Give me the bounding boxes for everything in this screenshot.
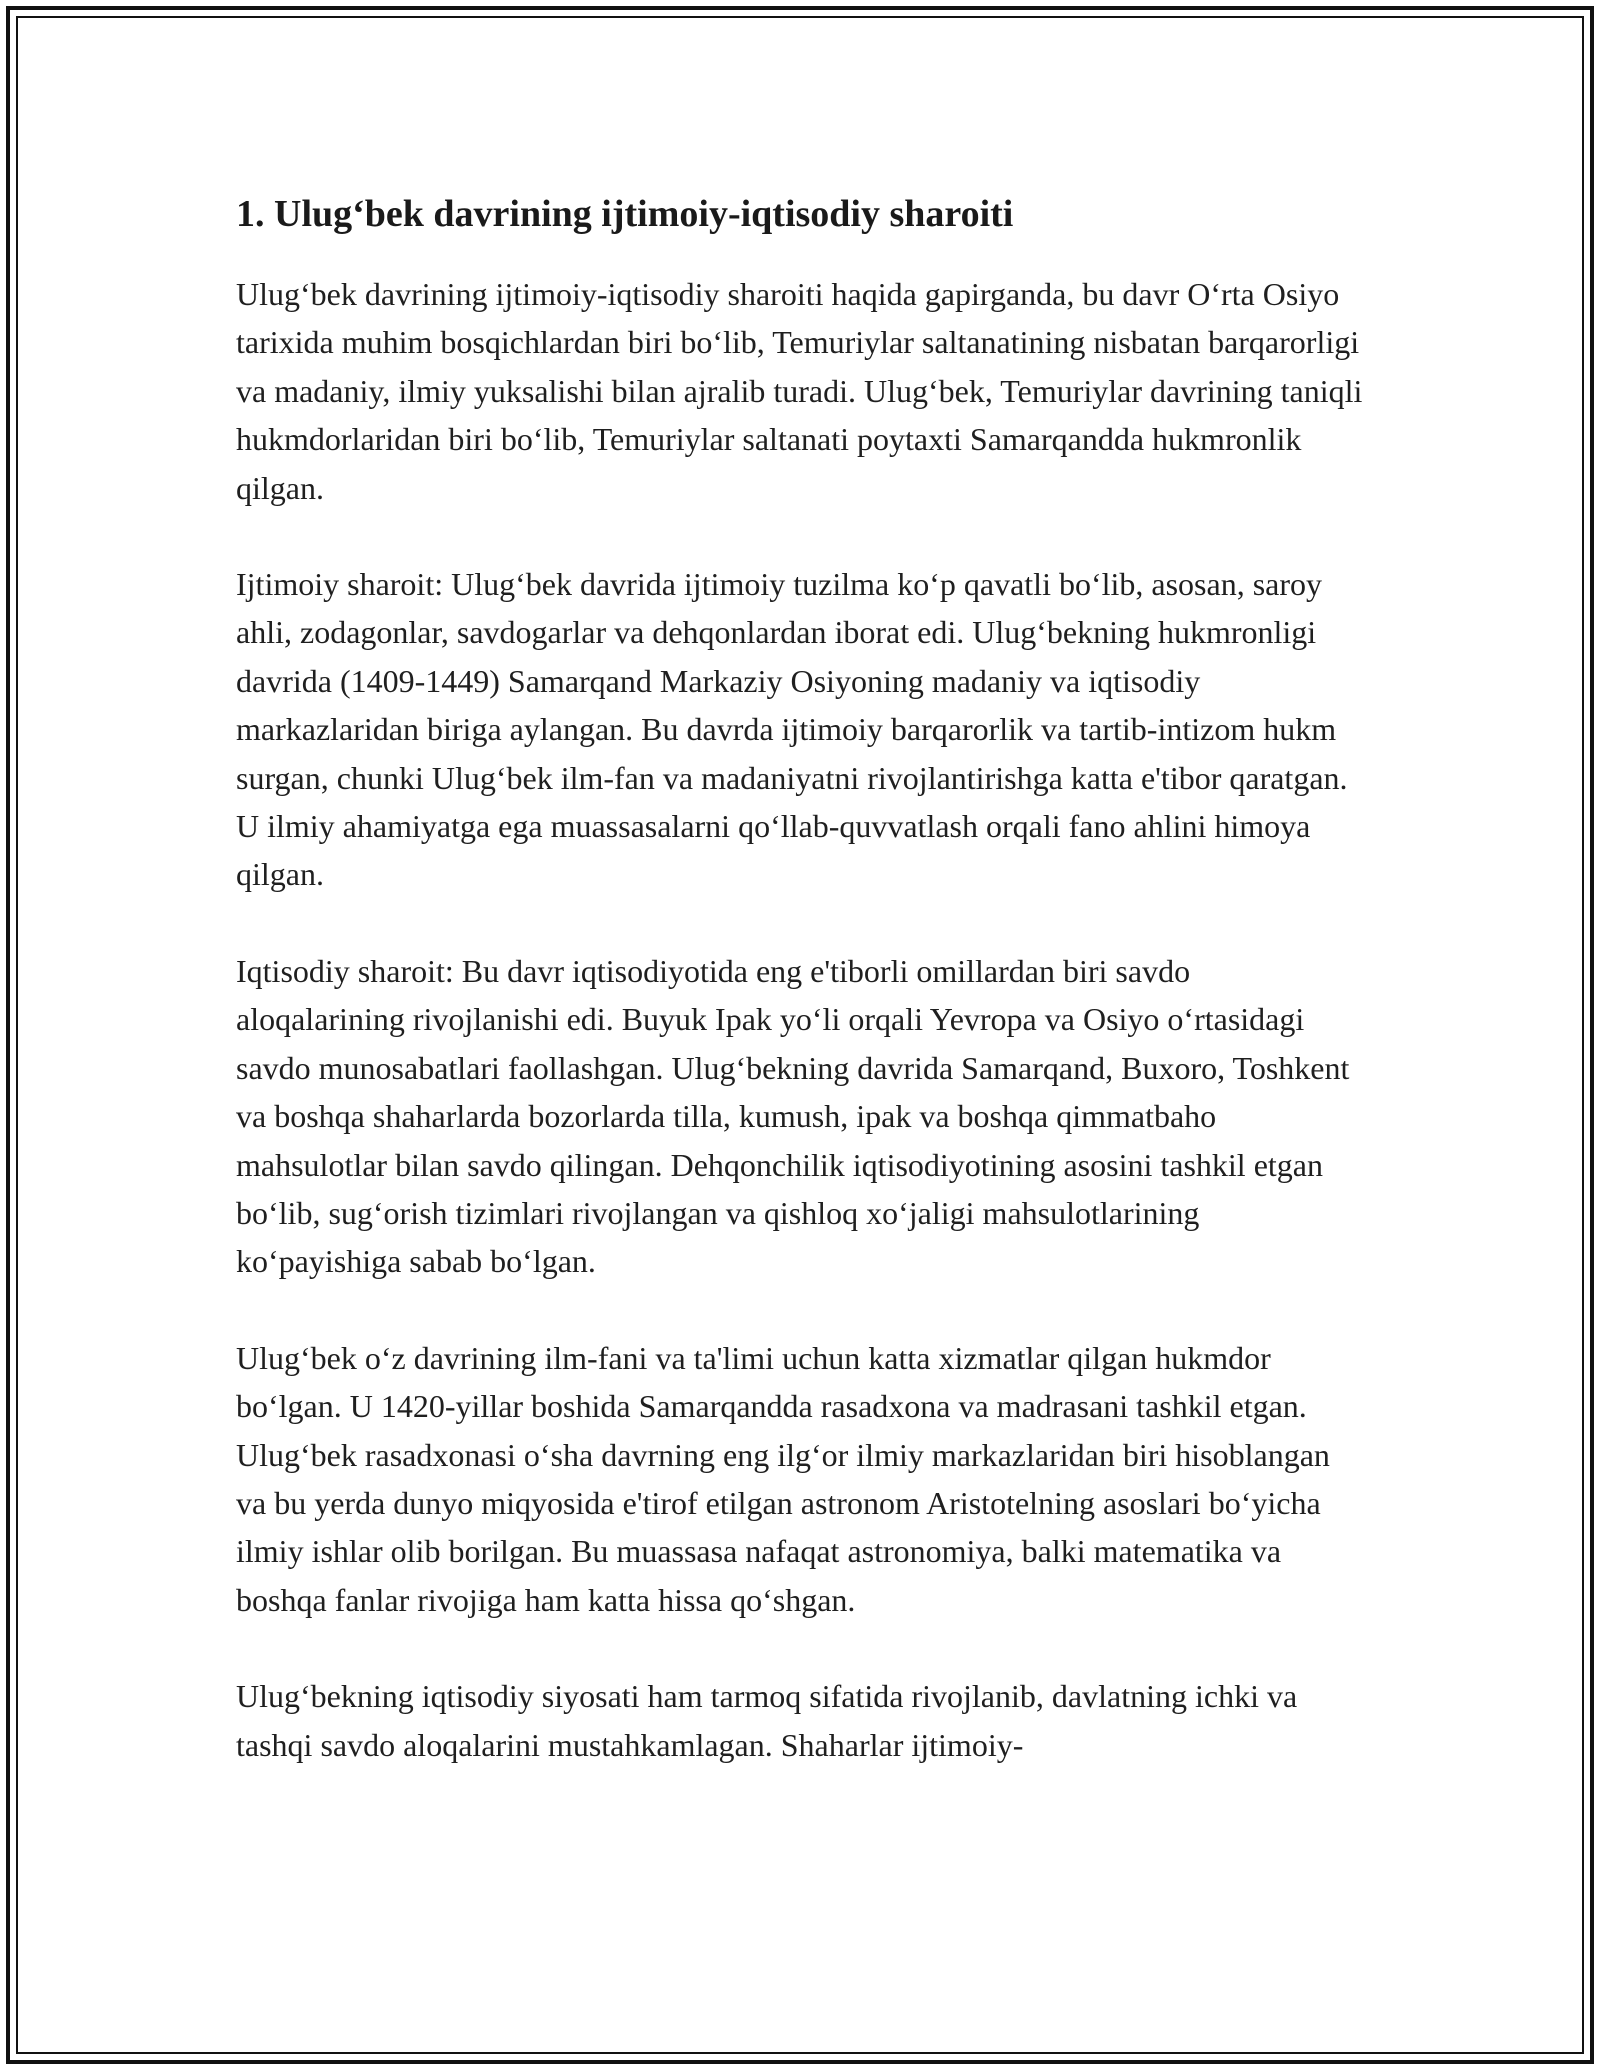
paragraph-intro: Ulug‘bek davrining ijtimoiy-iqtisodiy sharoiti haqida gapirganda, bu davr O‘rta Osiyo tarixida muhim bosqichlardan biri bo‘lib, Temuriylar saltanatining nisbatan barqarorligi va madaniy, ilmiy yuksalishi bilan ajralib turadi. Ulug‘bek, Temuriylar davrining taniqli hukmdorlaridan biri bo‘lib, Temuriylar saltanati poytaxti Samarqandda hukmronlik qilgan. [236, 276, 1363, 506]
paragraph-economic-conditions: Iqtisodiy sharoit: Bu davr iqtisodiyotida eng e'tiborli omillardan biri savdo aloqalarining rivojlanishi edi. Buyuk Ipak yo‘li orqali Yevropa va Osiyo o‘rtasidagi savdo munosabatlari faollashgan. Ulug‘bekning davrida Samarqand, Buxoro, Toshkent va boshqa shaharlarda bozorlarda tilla, kumush, ipak va boshqa qimmatbaho mahsulotlar bilan savdo qilingan. Dehqonchilik iqtisodiyotining asosini tashkil etgan bo‘lib, sug‘orish tizimlari rivojlangan va qishloq xo‘jaligi mahsulotlarining ko‘payishiga sabab bo‘lgan. [236, 952, 1350, 1280]
paragraph-economic-policy: Ulug‘bekning iqtisodiy siyosati ham tarmoq sifatida rivojlanib, davlatning ichki va tashqi savdo aloqalarini mustahkamlagan. Shaharlar ijtimoiy- [236, 1678, 1298, 1763]
paragraph-social-conditions: Ijtimoiy sharoit: Ulug‘bek davrida ijtimoiy tuzilma ko‘p qavatli bo‘lib, asosan, saroy ahli, zodagonlar, savdogarlar va dehqonlardan iborat edi. Ulug‘bekning hukmronligi davrida (1409-1449) Samarqand Markaziy Osiyoning madaniy va iqtisodiy markazlaridan biriga aylangan. Bu davrda ijtimoiy barqarorlik va tartib-intizom hukm surgan, chunki Ulug‘bek ilm-fan va madaniyatni rivojlantirishga katta e'tibor qaratgan. U ilmiy ahamiyatga ega muassasalarni qo‘llab-quvvatlash orqali fano ahlini himoya qilgan. [236, 566, 1348, 893]
document-body [236, 188, 1366, 1817]
section-heading: 1. Ulug‘bek davrining ijtimoiy-iqtisodiy sharoiti [236, 193, 1014, 235]
paragraph-science-education: Ulug‘bek o‘z davrining ilm-fani va ta'limi uchun katta xizmatlar qilgan hukmdor bo‘lgan. U 1420-yillar boshida Samarqandda rasadxona va madrasani tashkil etgan. Ulug‘bek rasadxonasi o‘sha davrning eng ilg‘or ilmiy markazlaridan biri hisoblangan va bu yerda dunyo miqyosida e'tirof etilgan astronom Aristotelning asoslari bo‘yicha ilmiy ishlar olib borilgan. Bu muassasa nafaqat astronomiya, balki matematika va boshqa fanlar rivojiga ham katta hissa qo‘shgan. [236, 1339, 1330, 1618]
